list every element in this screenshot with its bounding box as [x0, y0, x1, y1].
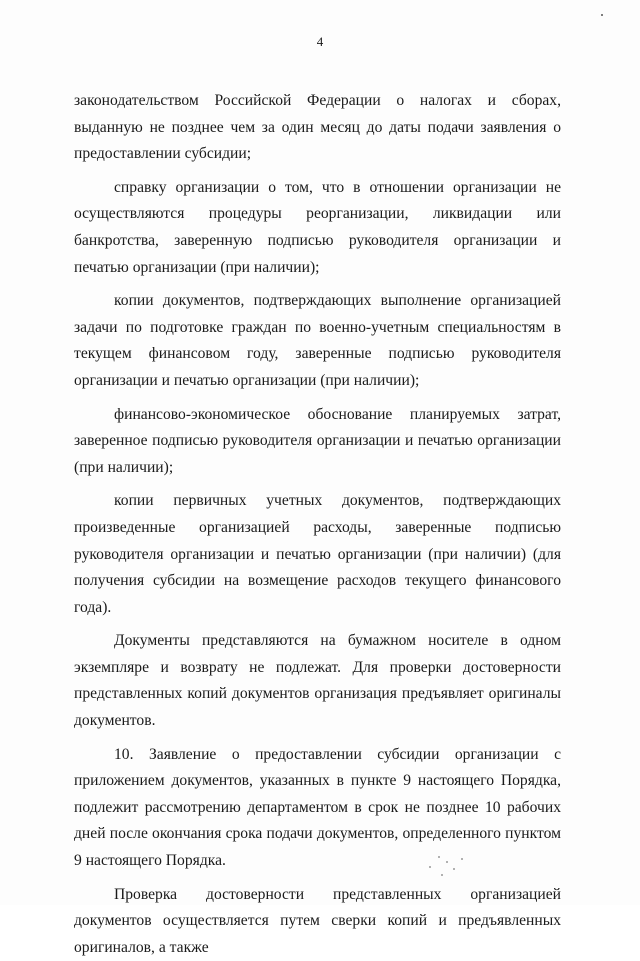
- paragraph-tax-continuation: законодательством Российской Федерации о налогах и сборах, выданную не позднее чем за один месяц до даты подачи заявления о предоставлении субсидии;: [74, 92, 561, 163]
- paragraph-reorganization-certificate: справку организации о том, что в отношении организации не осуществляются процедуры реорганизации, ликвидации или банкротства, заверенную подписью руководителя организации и печатью организации (при наличии);: [74, 178, 561, 276]
- paragraph-financial-justification: финансово-экономическое обоснование планируемых затрат, заверенное подписью руководителя организации и печатью организации (при наличии);: [74, 405, 561, 476]
- page-number: 4: [316, 34, 324, 49]
- paragraph-training-documents: копии документов, подтверждающих выполнение организацией задачи по подготовке граждан по военно-учетным специальностям в текущем финансовом году, заверенные подписью руководителя организации и печатью организации (при наличии);: [74, 292, 561, 389]
- scan-noise: [420, 852, 500, 882]
- paragraph-primary-accounting-documents: копии первичных учетных документов, подтверждающих произведенные организацией расходы, заверенные подписью руководителя организации и печатью организации (при наличии) (для получения субсидии на возмещение расходов текущего финансового года).: [74, 492, 561, 616]
- paragraph-paper-submission: Документы представляются на бумажном носителе в одном экземпляре и возврату не подлежат. Для проверки достоверности представленных копий документов организация предъявляет оригиналы документов.: [74, 632, 561, 730]
- document-body: [74, 88, 561, 961]
- paragraph-verification: Проверка достоверности представленных организацией документов осуществляется путем сверки копий и предъявленных оригиналов, а также: [74, 885, 561, 956]
- scan-speck: [601, 14, 603, 16]
- paragraph-item-10: 10. Заявление о предоставлении субсидии организации с приложением документов, указанных в пункте 9 настоящего Порядка, подлежит рассмотрению департаментом в срок не позднее 10 рабочих дней после окончания срока подачи документов, определенного пунктом 9 настоящего Порядка.: [74, 745, 561, 870]
